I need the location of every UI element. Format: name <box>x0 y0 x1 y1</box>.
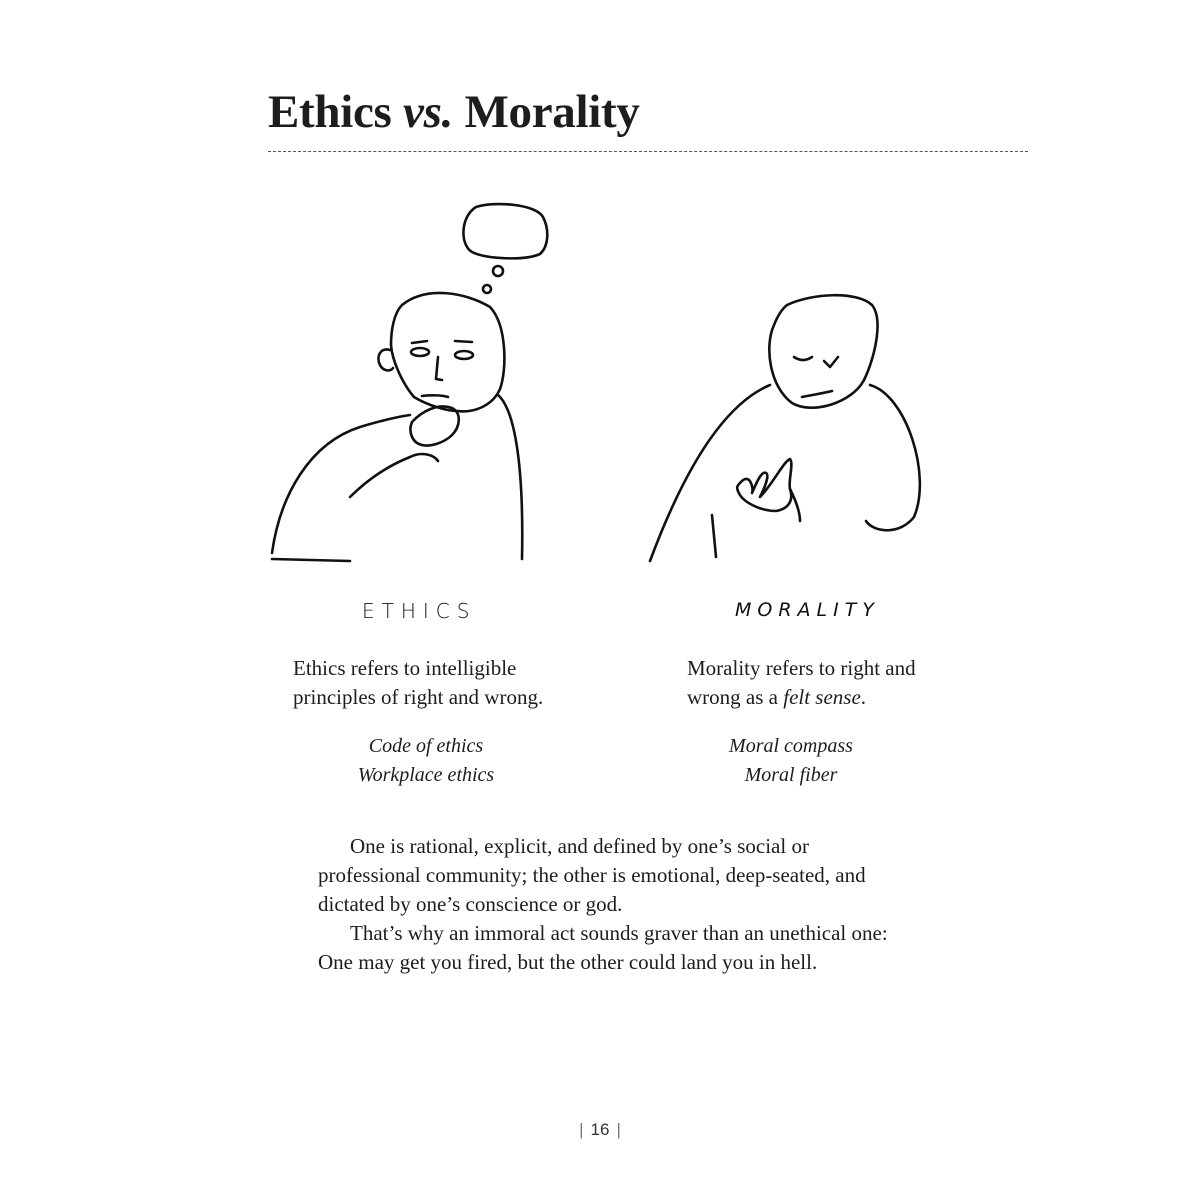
page-number-value: 16 <box>590 1120 610 1139</box>
ethics-example: Workplace ethics <box>357 764 495 786</box>
morality-definition-lead: Morality refers to right and wrong as a <box>687 656 916 709</box>
morality-wrist <box>790 489 800 521</box>
ethics-eye-left <box>411 348 429 356</box>
morality-drawing-label: MORALITY <box>735 599 880 621</box>
morality-arm-left <box>712 515 716 557</box>
ethics-example: Code of ethics <box>368 735 484 757</box>
morality-definition <box>687 654 967 712</box>
page-number: | 16 | <box>579 1120 621 1139</box>
morality-hand <box>737 459 791 511</box>
page-title <box>268 84 640 140</box>
ethics-brow-right <box>455 341 472 342</box>
title-morality: Morality <box>464 86 640 138</box>
morality-definition-tail: . <box>860 685 867 709</box>
ethics-ground <box>272 559 350 561</box>
morality-example: Moral compass <box>729 735 853 757</box>
ethics-torso <box>272 395 522 559</box>
title-ethics: Ethics <box>268 86 392 138</box>
title-divider <box>268 151 1028 152</box>
morality-illustration <box>642 285 942 575</box>
body-text <box>318 832 898 977</box>
morality-eye-right <box>824 357 838 367</box>
thought-dot-large <box>493 266 503 276</box>
ethics-brow-left <box>412 341 427 343</box>
ethics-illustration <box>262 195 562 575</box>
morality-eye-left <box>794 357 812 360</box>
ethics-mouth <box>422 395 448 397</box>
ethics-fist <box>410 406 458 445</box>
title-vs: vs. <box>403 86 454 138</box>
body-paragraph: That’s why an immoral act sounds graver than an unethical one: One may get you fired, but the other could land you in hell. <box>318 921 888 974</box>
ethics-head <box>391 293 504 411</box>
thought-bubble <box>463 204 547 258</box>
ethics-arm <box>350 454 438 497</box>
ethics-nose <box>436 357 442 380</box>
morality-examples <box>661 732 921 790</box>
ethics-examples <box>296 732 556 790</box>
morality-definition-emphasis: felt sense <box>783 685 861 709</box>
morality-mouth <box>802 391 832 397</box>
morality-example: Moral fiber <box>744 764 838 786</box>
ethics-eye-right <box>455 351 473 359</box>
morality-head <box>769 295 877 407</box>
thought-dot-small <box>483 285 491 293</box>
morality-shoulders <box>650 385 920 561</box>
ethics-definition: Ethics refers to intelligible principles of right and wrong. <box>293 656 544 709</box>
body-paragraph: One is rational, explicit, and defined by one’s social or professional community; the other is emotional, deep-seated, and dictated by one’s conscience or god. <box>318 834 866 916</box>
ethics-drawing-label: ETHICS <box>362 599 477 623</box>
